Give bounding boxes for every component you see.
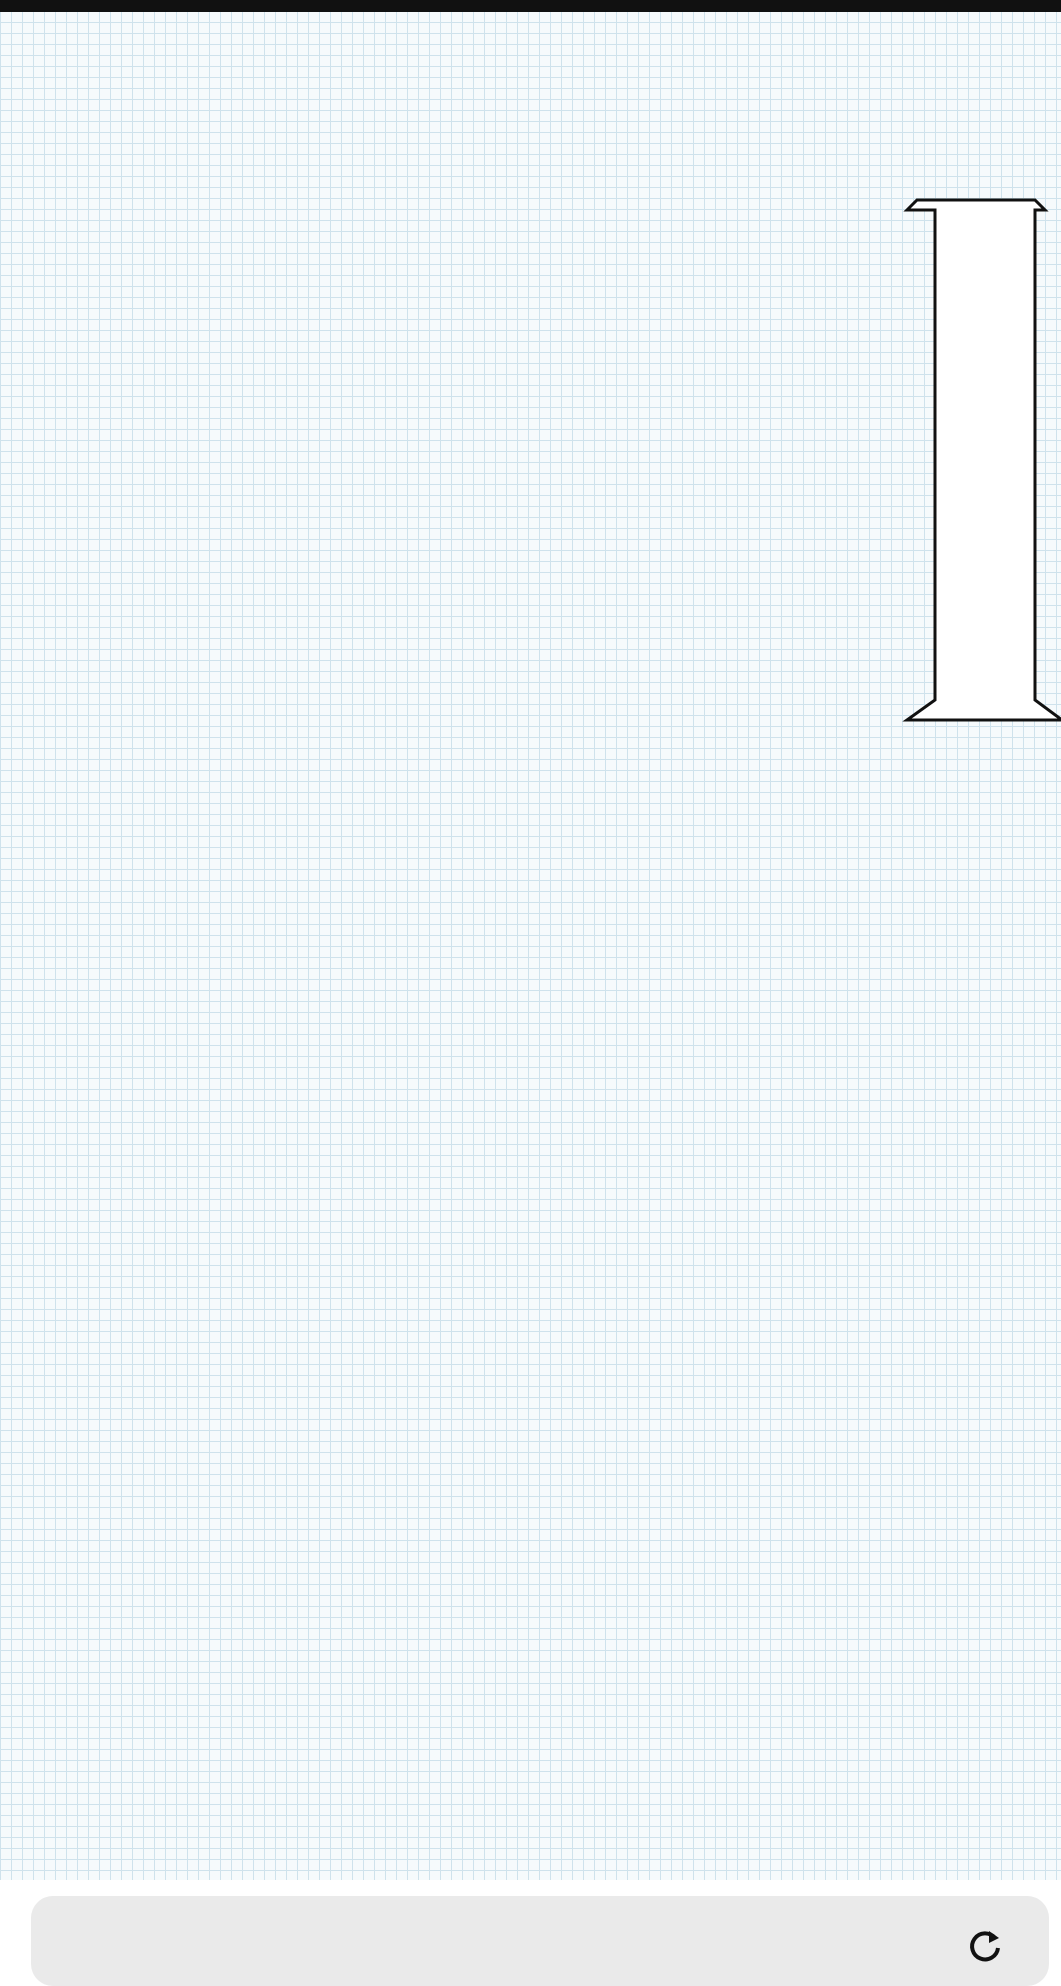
measuring-cylinder [895, 178, 1061, 728]
browser-address-bar[interactable] [31, 1896, 1049, 1986]
cylinder-outline [907, 200, 1061, 720]
reload-icon[interactable] [965, 1926, 1005, 1966]
status-bar [0, 0, 1061, 12]
